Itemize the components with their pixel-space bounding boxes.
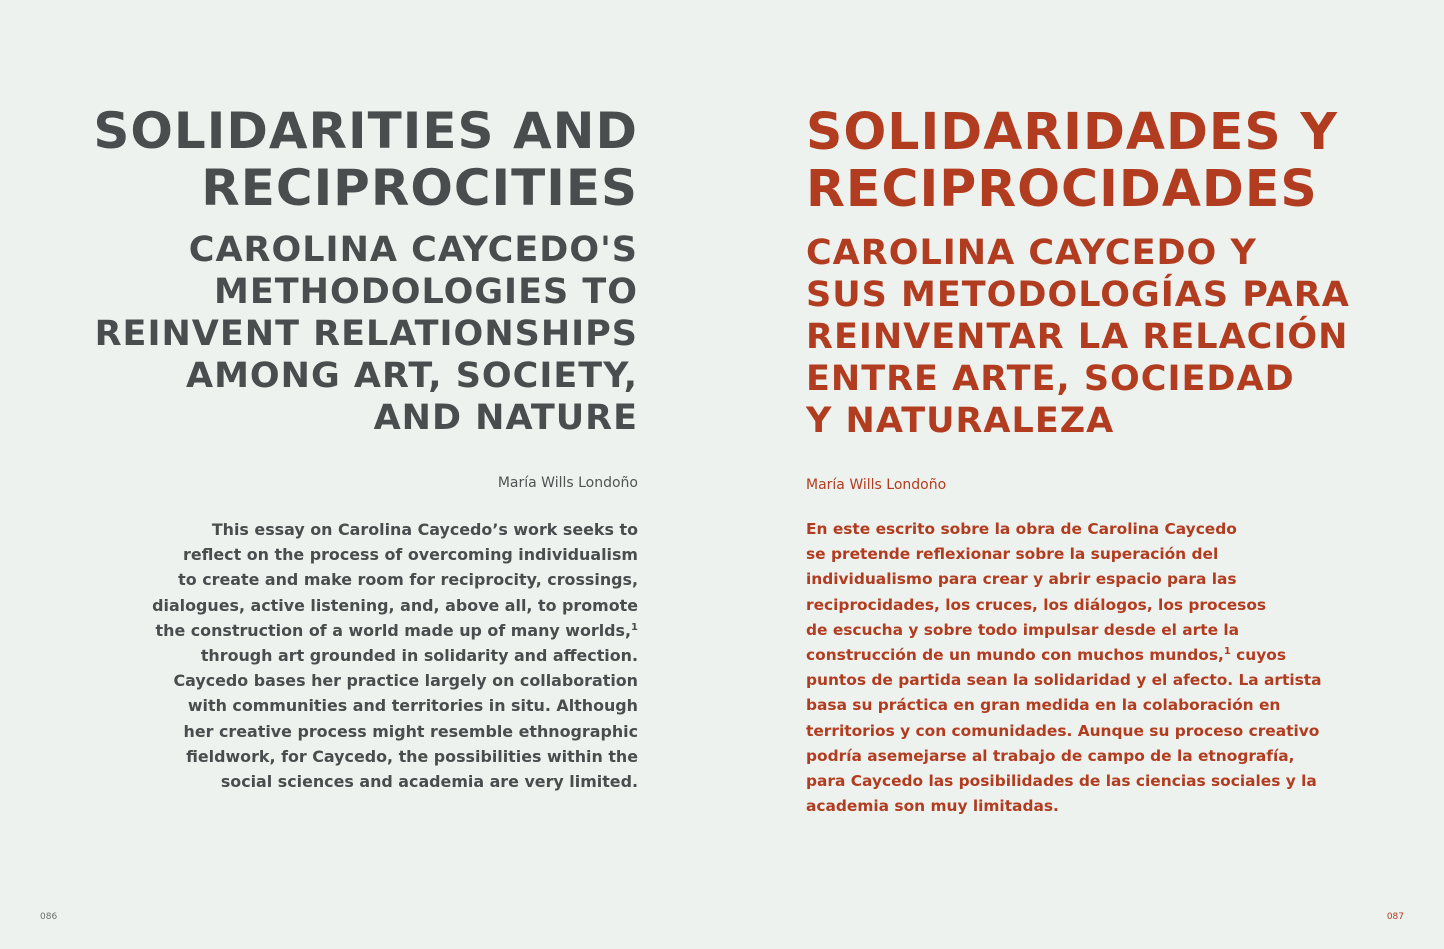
english-body-line: to create and make room for reciprocity, crossings, bbox=[178, 570, 638, 590]
spanish-body-line: se pretende reflexionar sobre la superación del bbox=[806, 545, 1219, 564]
english-title bbox=[93, 103, 638, 217]
english-author: María Wills Londoño bbox=[497, 475, 638, 491]
spanish-subtitle bbox=[806, 232, 1350, 442]
spanish-subtitle-line: Y NATURALEZA bbox=[806, 401, 1115, 441]
spanish-subtitle-line: SUS METODOLOGÍAS PARA bbox=[806, 275, 1350, 315]
english-subtitle bbox=[95, 229, 638, 439]
english-body-line-text: the construction of a world made up of many worlds, bbox=[155, 620, 632, 640]
spanish-body-line bbox=[806, 643, 1322, 668]
spanish-body-line: reciprocidades, los cruces, los diálogos, los procesos bbox=[806, 595, 1267, 614]
footnote-mark[interactable]: 1 bbox=[631, 621, 638, 633]
english-body-text bbox=[152, 517, 638, 794]
right-page bbox=[722, 0, 1444, 949]
english-title-line: RECIPROCITIES bbox=[201, 159, 638, 217]
spanish-subtitle-line: REINVENTAR LA RELACIÓN bbox=[806, 317, 1349, 357]
spanish-title-line: RECIPROCIDADES bbox=[806, 159, 1318, 218]
spanish-body-line: para Caycedo las posibilidades de las ciencias sociales y la bbox=[806, 772, 1317, 791]
english-body-line: with communities and territories in situ. Although bbox=[187, 696, 638, 716]
page-number-left: 086 bbox=[40, 912, 58, 922]
spanish-subtitle-line: ENTRE ARTE, SOCIEDAD bbox=[806, 359, 1295, 399]
spanish-body-line: podría asemejarse al trabajo de campo de la etnografía, bbox=[806, 746, 1295, 765]
english-body-line: dialogues, active listening, and, above all, to promote bbox=[152, 595, 638, 615]
english-body-line: fieldwork, for Caycedo, the possibilities within the bbox=[186, 746, 638, 766]
english-body-line bbox=[152, 618, 638, 643]
english-subtitle-line: AND NATURE bbox=[373, 398, 638, 438]
spanish-title-line: SOLIDARIDADES Y bbox=[806, 102, 1338, 161]
spanish-subtitle-line: CAROLINA CAYCEDO Y bbox=[806, 233, 1257, 273]
spanish-body-text bbox=[806, 517, 1322, 819]
english-body-line: her creative process might resemble ethnographic bbox=[183, 721, 638, 741]
spanish-body-line: puntos de partida sean la solidaridad y el afecto. La artista bbox=[806, 671, 1322, 690]
spanish-title bbox=[806, 103, 1338, 217]
spanish-body-line: individualismo para crear y abrir espacio para las bbox=[806, 570, 1237, 589]
spanish-body-line-text: construcción de un mundo con muchos mundos, bbox=[806, 646, 1224, 665]
english-subtitle-line: CAROLINA CAYCEDO'S bbox=[188, 230, 638, 270]
spanish-body-line: En este escrito sobre la obra de Carolina Caycedo bbox=[806, 520, 1237, 538]
footnote-mark[interactable]: 1 bbox=[1223, 646, 1231, 658]
english-body-line: through art grounded in solidarity and affection. bbox=[200, 646, 638, 666]
english-body-line: Caycedo bases her practice largely on collaboration bbox=[173, 671, 638, 691]
english-body-line: reflect on the process of overcoming individualism bbox=[183, 545, 638, 565]
english-title-line: SOLIDARITIES AND bbox=[93, 102, 638, 160]
spanish-body-line: de escucha y sobre todo impulsar desde el arte la bbox=[806, 620, 1240, 639]
english-subtitle-line: AMONG ART, SOCIETY, bbox=[185, 356, 638, 396]
spanish-author: María Wills Londoño bbox=[806, 477, 947, 493]
spanish-body-line: academia son muy limitadas. bbox=[806, 797, 1059, 816]
page-number-right: 087 bbox=[1386, 912, 1404, 922]
english-subtitle-line: REINVENT RELATIONSHIPS bbox=[94, 314, 638, 354]
spanish-body-line: territorios y con comunidades. Aunque su proceso creativo bbox=[806, 721, 1320, 740]
english-body-line: This essay on Carolina Caycedo’s work seeks to bbox=[211, 520, 638, 539]
spanish-body-line: basa su práctica en gran medida en la colaboración en bbox=[806, 696, 1281, 715]
english-body-line: social sciences and academia are very limited. bbox=[220, 772, 638, 792]
english-subtitle-line: METHODOLOGIES TO bbox=[214, 272, 638, 312]
spanish-body-line-text: cuyos bbox=[1230, 646, 1287, 665]
